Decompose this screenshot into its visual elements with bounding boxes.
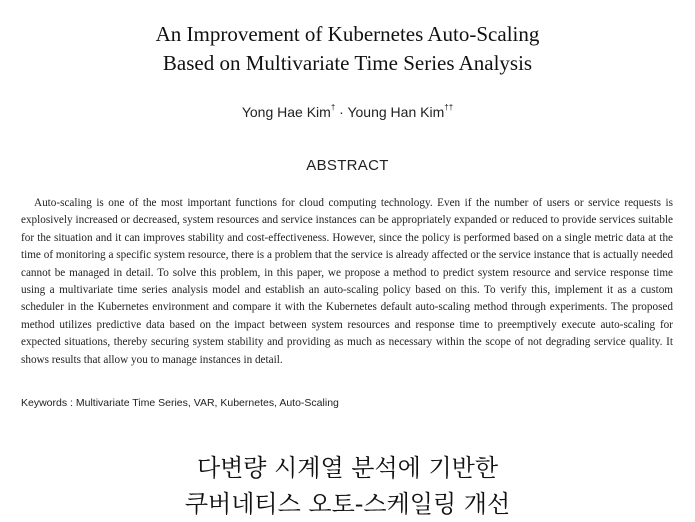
paper-title-line-2: Based on Multivariate Time Series Analysis	[162, 51, 533, 75]
korean-title-line-1: 다변량 시계열 분석에 기반한	[196, 454, 499, 482]
keywords-label: Keywords :	[21, 397, 76, 409]
author-1-mark: †	[330, 103, 336, 112]
author-2-mark: ††	[444, 103, 454, 112]
abstract-body: Auto-scaling is one of the most important functions for cloud computing technology. Even if the number of users or service requests is explosively increased or decreased, system resources and service instances can be appropriately expanded or reduced to provide services suitable for the situation and it can improves stability and cost-effectiveness. However, since the policy is performed based on a single metric data at the time of monitoring a specific system resource, there is a problem that the service is already affected or the service instance that is actually needed cannot be managed in detail. To solve this problem, in this paper, we propose a method to predict system resource and service response time using a multivariate time series analysis model and establish an auto-scaling policy based on this. To verify this, implement it as a custom scheduler in the Kubernetes environment and compare it with the Kubernetes default auto-scaling method through experiments. The proposed method utilizes predictive data based on the impact between system resources and response time to preemptively execute auto-scaling for expected situations, thereby securing system stability and providing as much as necessary within the scope of not degrading service quality. It shows results that allow you to manage instances in detail.	[21, 197, 673, 366]
author-1-name: Yong Hae Kim	[241, 104, 331, 120]
korean-title	[0, 450, 695, 522]
paper-title-line-1: An Improvement of Kubernetes Auto-Scaling	[155, 22, 540, 46]
author-2-name: Young Han Kim	[347, 104, 445, 120]
korean-title-line-2: 쿠버네티스 오토-스케일링 개선	[184, 490, 511, 518]
author-list	[0, 103, 695, 120]
abstract-heading: ABSTRACT	[306, 157, 389, 174]
keywords-line	[21, 397, 673, 409]
paper-title	[0, 20, 695, 78]
author-separator: ·	[339, 104, 344, 120]
keywords-values: Multivariate Time Series, VAR, Kubernetes, Auto-Scaling	[75, 397, 339, 409]
